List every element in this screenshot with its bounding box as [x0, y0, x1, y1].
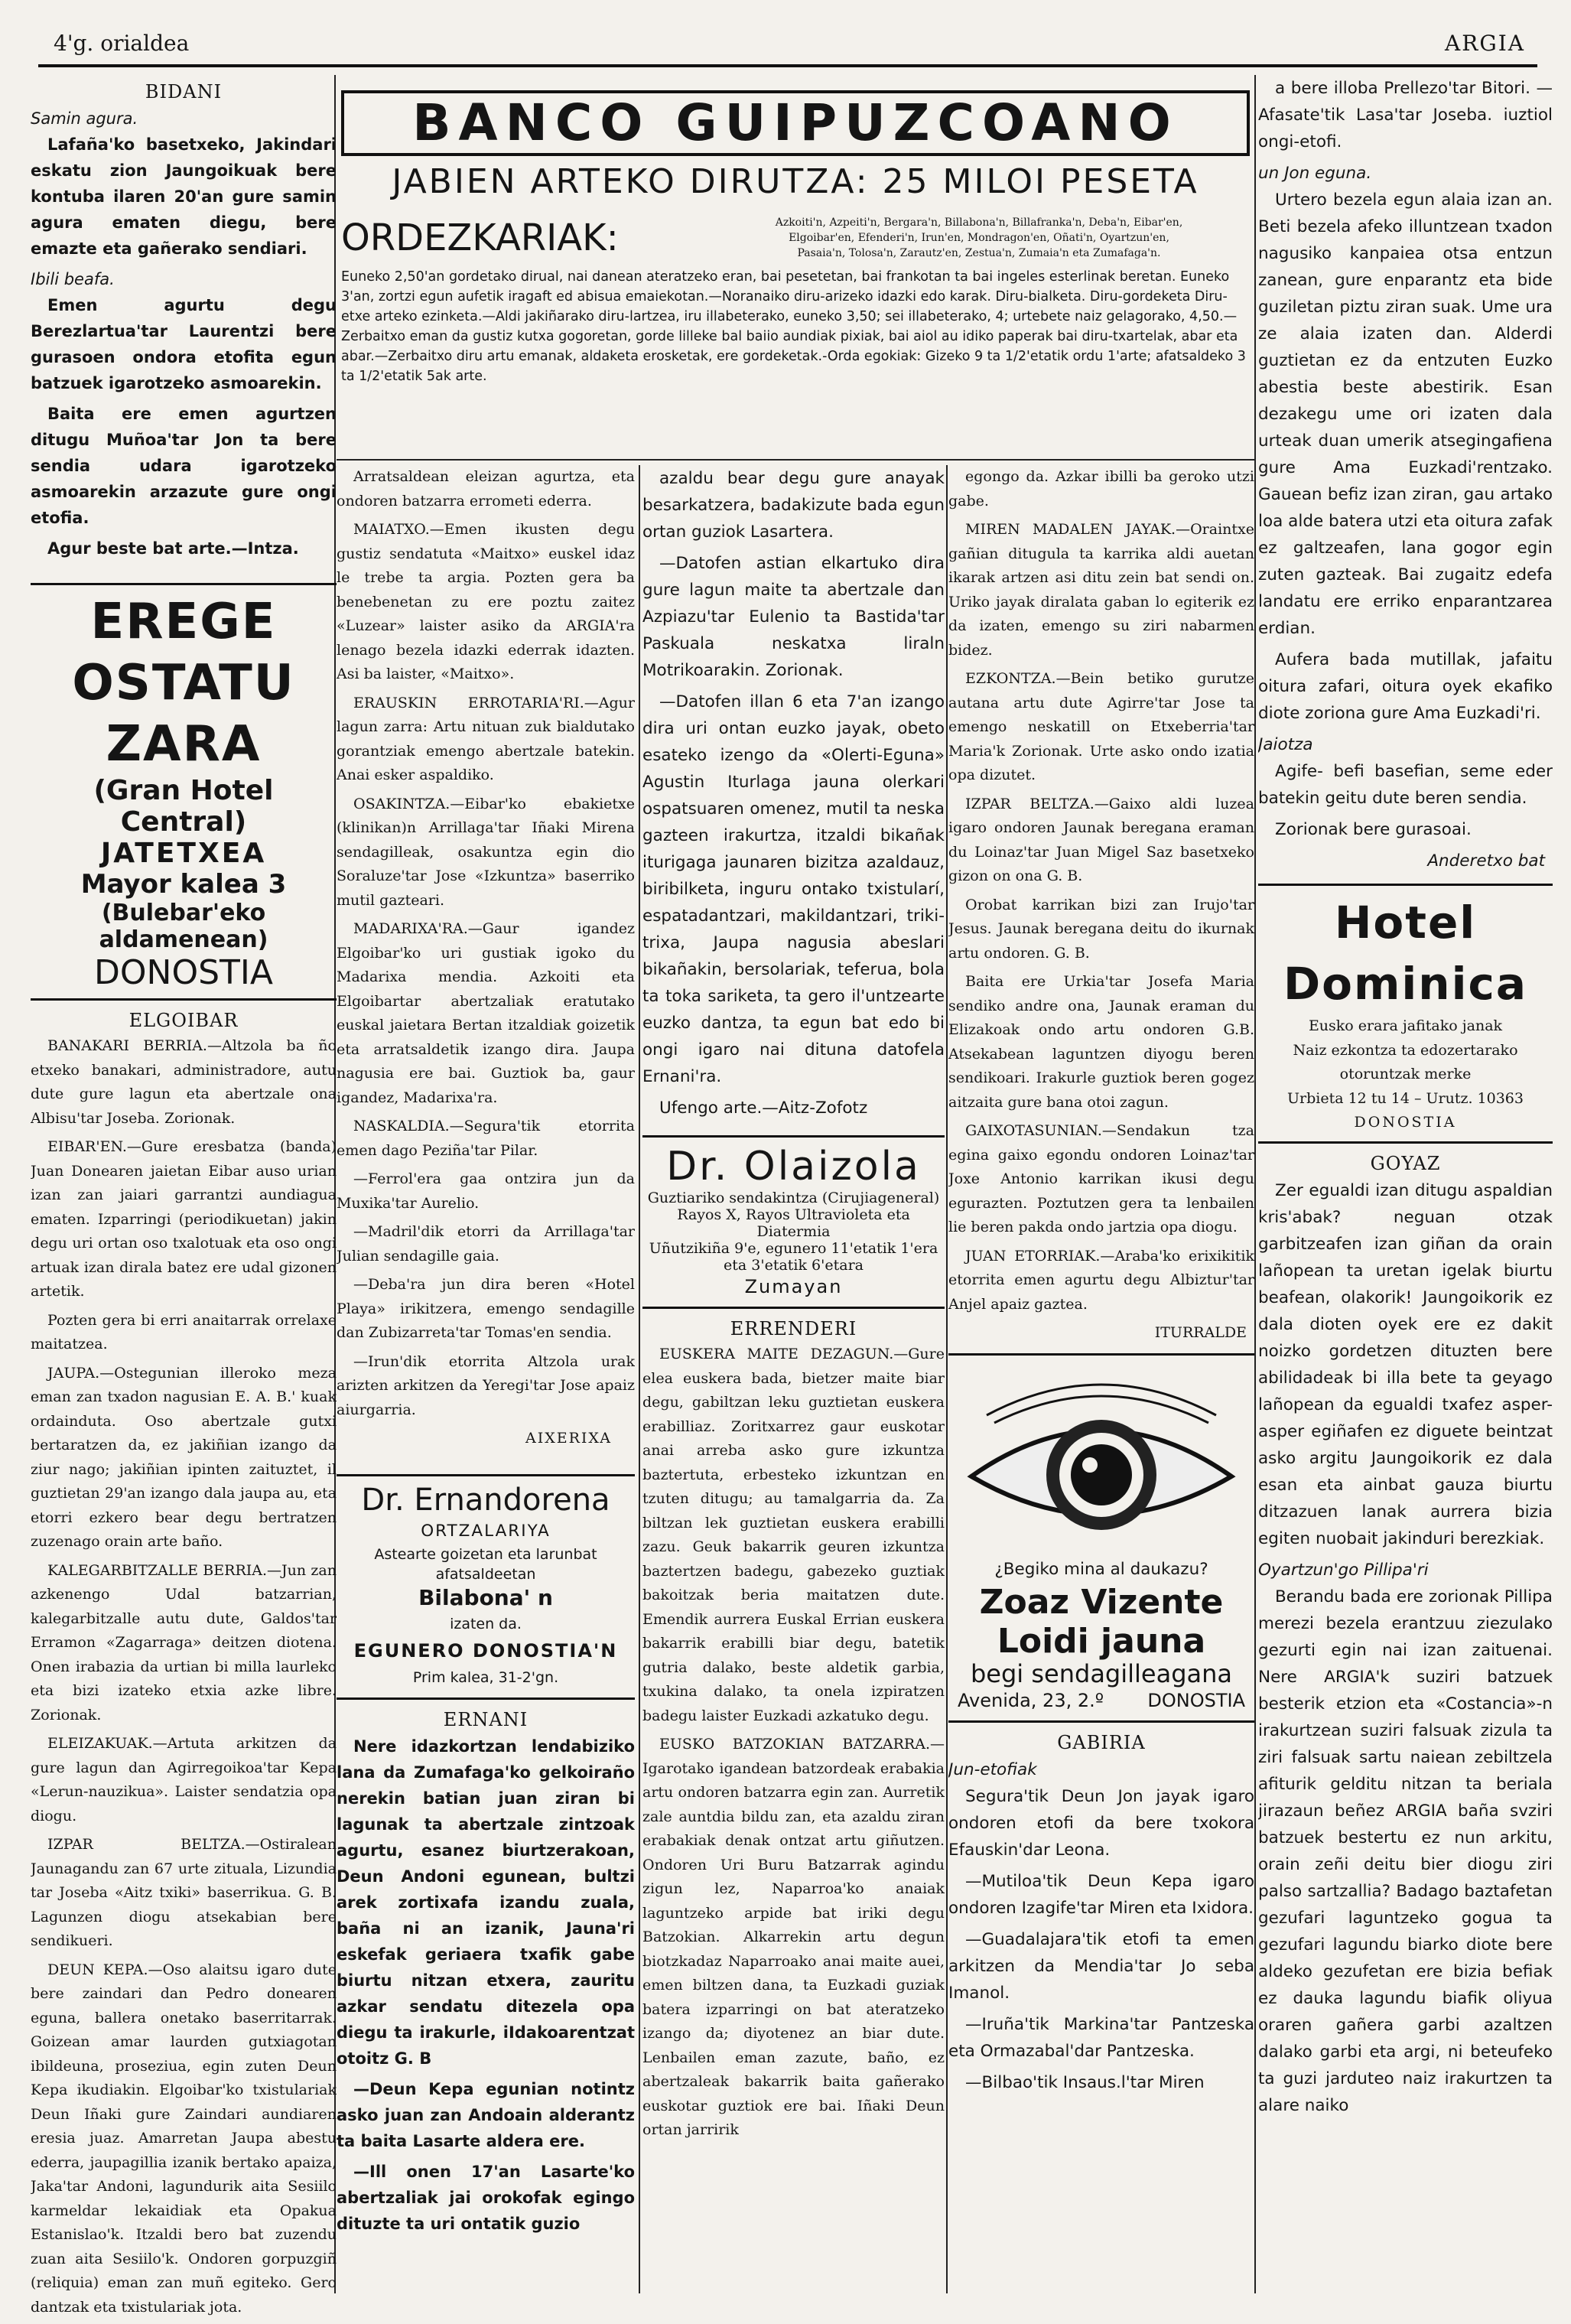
article-paragraph: BANAKARI BERRIA.—Altzola ba ño etxeko banakari, administradore, autu dute gure lagun eta abertzale ona Albisu'tar Joseba. Zorionak. — [31, 1037, 337, 1127]
article-paragraph: Urtero bezela egun alaia izan an. Beti bezela afeko illuntzean txadon nagusiko kanpaiea otsa entzun zanean, gure enparantz eta bide guziletan piztu ziran suak. Ume ura ze alaia izaten dan. Alderdi guztietan ez da entzuten Euzko abestia beste abestirik. Esan dezakegu ume ori izaten dala urteak duan umerik atsegingafiena gure Ama Euzkadi'rentzako. Gauean befiz izan ziran, gau artako loa alde batera utzi eta oitura zafak ez galtzeafen, lana gogor egin zuten gazteak. Bai zugaitz edefa landatu ere erriko enparantzarea erdian. — [1258, 190, 1553, 638]
article-paragraph: —Datofen illan 6 eta 7'an izango dira uri ontan euzko jayak, obeto esateko izengo da «Olerti-Eguna» Agustin Iturlaga jauna olerkari ospatsuaren omenez, mutil ta neska gazteen irakurtza, itzaldi bikañak iturigaga jaunaren bizitza azaldauz, biribilketa, inguru ontako txistularí, espatadantzari, makildantzari, triki-trixa, Jaupa nagusia abeslari bikañakin, bersolariak, teferua, bola ta toka sariketa, ta gero il'untzearte euzko dantza, ta egun bat edo bi ongi igaro nai dituna datofela Ernani'ra. — [642, 692, 945, 1086]
article-paragraph: GAIXOTASUNIAN.—Sendakun tza egina gaixo egondu ondoren Loinaz'tar Joxe Antonio karrikan ikusi degu egurazten. Poztutzen gera ta lenbailen lie beren pakda ondo jartzia opa diogu. — [948, 1122, 1254, 1235]
article-paragraph: —Datofen astian elkartuko dira gure lagun maite ta abertzale dan Azpiazu'tar Eulenio ta Bastida'tar Paskuala neskatxa liraln Motrikoarakin. Zorionak. — [642, 554, 945, 680]
eye-ad-city: DONOSTIA — [1147, 1689, 1245, 1711]
doctor-town: Zumayan — [744, 1276, 843, 1297]
eye-icon — [956, 1362, 1247, 1553]
bank-ad — [337, 75, 1254, 461]
article-paragraph: IZPAR BELTZA.—Ostiralean Jaunagandu zan 67 urte zituala, Lizundia tar Joseba «Aitz txiki» baserrikua. G. B. Lagunzen diogu atsekabian bere sendikueri. — [31, 1836, 337, 1949]
doctor-specialty: ORTZALARIYA — [421, 1521, 551, 1541]
article-paragraph: Lafaña'ko basetxeko, Jakindari eskatu zion Jaungoikuak bere kontuba ilaren 20'an gure samin agura ematen diegu, bere emazte eta gañerako sendiari. — [31, 135, 337, 258]
doctor-line: Guztiariko sendakintza (Cirujiageneral) — [647, 1190, 940, 1206]
eye-ad-question: ¿Begiko mina al daukazu? — [994, 1559, 1208, 1579]
column-rule — [1254, 75, 1256, 2293]
doctor-olaizola-ad — [642, 1135, 945, 1309]
article-paragraph: —Guadalajara'tik etofi ta emen arkitzen da Mendia'tar Jo seba Imanol. — [948, 1929, 1254, 2003]
article-paragraph: EUSKERA MAITE DEZAGUN.—Gure elea euskera bada, bietzer maite biar degu, gabiltzan leku guztietan euskera erabilliaz. Zoritxarrez gaur euskotar anai arreba asko gure izkuntza baztertuta, erbesteko izkuntzan en tzuten ditugu; au tamalgarria da. Za biltzan lek guztietan euskera erabilli zazu. Geuk bakarrik geuren izkuntza baztertzen badegu, gabezeko guztiak bakoitzak beria maitatzen dute. Emendik aurrera Euskal Errian euskera bakarrik erabilli biar degu, batetik gutria dalako, beste aldetik garbia, txukina dalako, ta onela izpiratzen badegu laister Euzkadi azkatuko degu. — [642, 1346, 945, 1724]
article-paragraph: Baita ere Urkia'tar Josefa Maria sendiko andre ona, Jaunak eraman du Elizakoak ondo artu ondoren G.B. Atsekabean laguntzen diyogu beren sendikoari. Irakurle guztiok beren gogez aitzaita gure bana otoi zagun. — [948, 973, 1254, 1111]
hotel-line: Eusko erara jafitako janak — [1308, 1017, 1503, 1034]
hotel-address: Urbieta 12 tu 14 – Urutz. 10363 — [1287, 1089, 1524, 1107]
eye-ad-subtitle: begi sendagilleagana — [970, 1658, 1233, 1688]
article-paragraph: Berandu bada ere zorionak Pillipa merezi bezela erantzuu ziezulako gezurti egin nai izan zaituenai. Nere ARGIA'k suziri batzuek besterik etzion eta «Costancia»-n irakurtzean suziri falsuak zizula ta ziri falsuak sartu naiean zebiltzela afiturik gelditu nitzan ta beriala jirazaun beñez ARGIA baña svziri batzuek bestertu ez nun arkitu, orain zeñi deitu bier diogu ziri palso sartzallia? Badago baztafetan gezufari laguntzeko gogua ta gezufari lagundu biarko diote bere aldeko gezufetan ere bizia befiak ez dauka lagundu biafik oliyua oraren gañera garbi azaltzen dalako garbi eta argi, ni beteufeko ta guzi jarduteo naiz irakurtzen ta alare naiko — [1258, 1587, 1553, 2115]
hotel-city: DONOSTIA — [1354, 1114, 1457, 1131]
article-paragraph: —Deun Kepa egunian notintz asko juan zan Andoain alderantz ta baita Lasarte aldera ere. — [337, 2079, 635, 2150]
article-paragraph: Zorionak bere gurasoai. — [1275, 820, 1472, 839]
newspaper-name: ARGIA — [1445, 31, 1525, 56]
hotel-address: Mayor kalea 3 — [80, 869, 287, 900]
hotel-location: (Bulebar'eko aldamenean) — [99, 900, 268, 953]
article-paragraph: Nere idazkortzan lendabiziko lana da Zumafaga'ko gelkoiraño nerekin batian juan ziran bi lagunak ta abertzale zintzoak agurtu, esanez biurtzerakoan, Deun Andoni egunean, bultzi arek zortixafa izandu zuala, baña ni an izanik, Jauna'ri eskefak geriaera txafik gabe biurtu nitzan etxera, zauritu azkar sendatu ditezela opa diegu ta irakurle, iIdakoarentzat otoitz G. B — [337, 1736, 635, 2068]
column-2 — [337, 465, 635, 2241]
bank-towns-line: Elgoibar'en, Efenderi'n, Irun'en, Mondragon'en, Oñati'n, Oyartzun'en, — [789, 232, 1169, 244]
eye-doctor-ad — [948, 1353, 1254, 1723]
article-paragraph: —Iruña'tik Markina'tar Pantzeska eta Ormazabal'dar Pantzeska. — [948, 2014, 1254, 2061]
bank-towns-line: Azkoiti'n, Azpeiti'n, Bergara'n, Billabona'n, Billafranka'n, Deba'n, Eibar'en, — [775, 216, 1183, 229]
article-paragraph: IZPAR BELTZA.—Gaixo aldi luzea igaro ondoren Jaunak beregana eraman du Loinaz'tar Juan Migel Saz basetxeko gizon on ona G. B. — [948, 795, 1254, 884]
doctor-name: Dr. Olaizola — [666, 1144, 921, 1190]
column-rule — [639, 465, 640, 2293]
hotel-city: DONOSTIA — [94, 953, 273, 992]
bank-title: BANCO GUIPUZCOANO — [341, 90, 1250, 156]
subheading: Oyartzun'go Pillipa'ri — [1258, 1560, 1429, 1580]
gabiria-article — [948, 1783, 1254, 2096]
article-paragraph: —Mutiloa'tik Deun Kepa igaro ondoren Izagife'tar Miren eta Ixidora. — [948, 1871, 1254, 1918]
article-paragraph: —Ill onen 17'an Lasarte'ko abertzaliak jai orokofak egingo dituzte ta uri ontatik guzio — [337, 2162, 635, 2233]
article-paragraph: —Madril'dik etorri da Arrillaga'tar Julian sendagille gaia. — [337, 1223, 635, 1265]
hotel-ad — [31, 583, 337, 1001]
article-paragraph: Arratsaldean eleizan agurtza, eta ondoren batzarra errometi ederra. — [337, 468, 635, 509]
doctor-city: EGUNERO DONOSTIA'N — [353, 1639, 618, 1662]
article-paragraph: MIREN MADALEN JAYAK.—Oraintxe gañian ditugula ta karrika aldi auetan ikarak artzen asi ditu zein bat sendi on. Uriko jayak diralata gaban lo egiterik ez da izaten, emengo su ziri nabarmen bidez. — [948, 521, 1254, 659]
article-paragraph: Ufengo arte.—Aitz-Zofotz — [659, 1099, 868, 1118]
article-paragraph: DEUN KEPA.—Oso alaitsu igaro dute bere zaindari dan Pedro donearen eguna, ballera onetako baserritarrak. Goizean amar laurden gutxiagotan ibildeuna, proseziua, egin zuten Deun Kepa ikudiakin. Elgoibar'ko txistulariak Deun Iñaki gure Zaindari aundiaren eresia juaz. Amarretan Jaupa abestu ederra, jaupagillia izanik bertako apaiza, Jaka'tar Andoni, lagundurik aita Sesiilo karmeldar lekaidiak eta Opakua Estanislao'k. Itzaldi bero bat zuzendu zuan aita Sesiilo'k. Ondoren gorpuzgiñ (reliquia) eman zan muñ egiteko. Gero dantzak eta txistulariak jota. — [31, 1961, 337, 2316]
article-paragraph: EZKONTZA.—Bein betiko gurutze autana artu dute Agirre'tar Jose ta emengo neskatill on Etxeberria'tar Maria'k Zorionak. Urte asko ondo izatia opa dizutet. — [948, 670, 1254, 783]
subheading: Samin agura. — [31, 109, 138, 128]
article-paragraph: EUSKO BATZOKIAN BATZARRA.—Igarotako igandean batzordeak erabakia artu ondoren batzarra egin zan. Aurretik zale auntdia bildu zan, eta azaldu ziran erabakiak denak ontzat artu giñutzen. Ondoren Uri Buru Batzarrak agindu zigun lez, Naparroa'ko anaiak laguntzeko arpide bat iriki degu Batzokian. Alkarrekin artu degun biotzkadaz Naparroako anai maite auei, emen biltzen dana, ta Euzkadi guziak batera izparringi on bat ateratzeko izango da; diyotenez an biar dute. Lenbailen eman zazute, baño, ez abertzaleak bakarrik baita gañerako euskotar guztiok ere bai. Iñaki Deun ortan jarririk — [642, 1736, 945, 2138]
bank-body-text: Euneko 2,50'an gordetako dirual, nai danean ateratzeko eran, bai pesetetan, bai frankotan ta bai ingeles esterlinak beretan. Euneko 3'an, zortzi egun aufetik iragaft ed abisua emaiekotan.—Noranaiko diru-arizeko idazki edo karak. Diru-bialketa. Diru-gordeketa Diru-etxe arteko ezinketa.—Aldi jakiñarako diru-lartzea, iru illabeterako, euneko 3,50; sei illabeterako, 4; urtebete naiz gelagorako, 4,50.—Zerbaitxo eman da gustiz kutxa gogoretan, gorde lilleke bal baiio aundiak pixiak, bai aiol au idiko paperak bai diru-txartelak, abar eta abar.—Zerbaitxo diru artu emanak, aldaketa erosketak, ere gordeketak.-Orda egokiak: Gizeko 9 ta 1/2'etatik ordu 1'arte; afatsaldeko 3 ta 1/2'etatik 5ak arte. — [341, 269, 1246, 384]
article-paragraph: Pozten gera bi erri anaitarrak orrelaxe maitatzea. — [31, 1311, 337, 1352]
article-paragraph: Emen agurtu degu Berezlartua'tar Laurentzi bere gurasoen ondora etofita egun batzuek igarotzeko asmoarekin. — [31, 296, 337, 392]
article-paragraph: Agife- befi basefian, seme eder batekin geitu dute beren sendia. — [1258, 762, 1553, 808]
bank-capital: JABIEN ARTEKO DIRUTZA: 25 MILOI PESETA — [392, 162, 1199, 201]
hotel-line: JATETXEA — [100, 838, 267, 869]
section-title-elgoibar: ELGOIBAR — [128, 1010, 239, 1031]
elgoibar-article — [31, 1034, 337, 2319]
article-paragraph: —Irun'dik etorrita Altzola urak arizten arkitzen da Yeregi'tar Jose apaiz aiurgarria. — [337, 1352, 635, 1418]
article-paragraph: egongo da. Azkar ibilli ba geroko utzi gabe. — [948, 468, 1254, 509]
article-paragraph: a bere illoba Prellezo'tar Bitori. —Afasate'tik Lasa'tar Joseba. iuztiol ongi-etofi. — [1258, 79, 1553, 151]
section-title-gabiria: GABIRIA — [1057, 1731, 1146, 1753]
article-paragraph: EIBAR'EN.—Gure eresbatza (banda) Juan Donearen jaietan Eibar auso urian izan zan jaiari garrantzi aundiagua ematen. Izparringi (periodikuetan) jakin degu uri ortan oso txalotuak eta oso ongi artuak izan dirala batez ere udal gizonen artetik. — [31, 1138, 337, 1300]
section-title-goyaz: GOYAZ — [1370, 1152, 1441, 1174]
header-rule — [38, 64, 1537, 67]
article-paragraph: —Bilbao'tik Insaus.l'tar Miren — [965, 2072, 1205, 2092]
column-4 — [948, 465, 1254, 2101]
doctor-name: Dr. Ernandorena — [361, 1482, 610, 1518]
article-paragraph: JAUPA.—Ostegunian illeroko meza eman zan txadon nagusian E. A. B.' kuak ordainduta. Oso abertzale gutxi bertaratzen da, ez jakiñian izango da ziur nago; jakiñian ipinten zaituztet, il guztietan 29'an izango dala jaupa au, eta etorri ezkero bear degu bertratzen zuzenago orain arte baño. — [31, 1364, 337, 1550]
hotel-name: Hotel Dominica — [1283, 897, 1527, 1010]
eye-ad-title: Zoaz Vizente Loidi jauna — [979, 1582, 1224, 1661]
subheading: Jun-etofiak — [948, 1759, 1037, 1779]
doctor-address: Prim kalea, 31-2'gn. — [412, 1668, 559, 1686]
page-number: 4'g. orialdea — [54, 31, 190, 56]
article-signature: AIXERIXA — [525, 1430, 612, 1447]
subheading: Jaiotza — [1258, 735, 1313, 754]
column-3 — [642, 465, 945, 2147]
article-paragraph: MAIATXO.—Emen ikusten degu gustiz sendatuta «Maitxo» euskel idaz le trebe ta argia. Pozten gera ba benebenetan zu ere poztu zaitez «Luzear» laister asiko da ARGIA'ra lenago bezela idazki ederrak idazten. Asi ba laister, «Maitxo». — [337, 521, 635, 682]
doctor-town: Bilabona' n — [418, 1584, 553, 1610]
article-signature: Anderetxo bat — [1427, 851, 1545, 871]
col3-article — [642, 465, 945, 1121]
article-signature: ITURRALDE — [1154, 1324, 1247, 1341]
article-paragraph: azaldu bear degu gure anayak besarkatzera, badakizute bada egun ortan guziok Lasartera. — [642, 469, 945, 542]
article-paragraph: —Deba'ra jun dira beren «Hotel Playa» irikitzera, emengo sendagille dan Zubizarreta'tar Tomas'en sendia. — [337, 1276, 635, 1341]
article-paragraph: NASKALDIA.—Segura'tik etorrita emen dago Peziña'tar Pilar. — [337, 1118, 635, 1159]
article-paragraph: Baita ere emen agurtzen ditugu Muñoa'tar Jon ta bere sendia udara igarotzeko asmoarekin arzazute gure ongi etofia. — [31, 405, 337, 527]
article-paragraph: Aufera bada mutillak, jafaitu oitura zafari, oitura oyek ekafiko diote zoriona gure Ama Euzkadi'ri. — [1258, 650, 1553, 723]
hotel-subtitle: (Gran Hotel Central) — [93, 775, 274, 838]
article-paragraph: ERAUSKIN ERROTARIA'RI.—Agur lagun zarra: Artu nituan zuk bialdutako gorantziak emengo abertzale batekin. Anai esker aspaldiko. — [337, 694, 635, 783]
hotel-line: Naiz ezkontza ta edozertarako otoruntzak merke — [1293, 1041, 1518, 1082]
article-paragraph: ELEIZAKUAK.—Artuta arkitzen da gure lagun dan Agirregoikoa'tar Kepa «Lerun-nauzikua». Laister sendatzia opa diogu. — [31, 1735, 337, 1824]
section-title-errenderi: ERRENDERI — [730, 1318, 857, 1339]
article-paragraph: Orobat karrikan bizi zan Irujo'tar Jesus. Jaunak beregana deitu do ikurnak artu ondoren. G. B. — [948, 896, 1254, 962]
subheading: un Jon eguna. — [1258, 164, 1372, 183]
doctor-schedule-end: izaten da. — [450, 1615, 522, 1632]
article-paragraph: MADARIXA'RA.—Gaur igandez Elgoibar'ko uri gustiak igoko du Madarixa mendia. Azkoiti eta Elgoibartar abertzaliak eratutako euskal jaietara Bertan itzaldiak goizetik eta arratsaldetik izango dira. Jaupa nagusia ere bai. Guztiok ba, gaur igandez, Madarixa'ra. — [337, 920, 635, 1106]
doctor-hours: Uñutzikiña 9'e, egunero 11'etatik 1'era eta 3'etatik 6'etara — [649, 1240, 938, 1274]
article-paragraph: OSAKINTZA.—Eibar'ko ebakietxe (klinikan)n Arrillaga'tar Iñaki Mirena sendagilleak, osakuntza egin dio Soraluze'tar Jose «Izkuntza» baserriko mutil gazteari. — [337, 795, 635, 909]
col4-article — [948, 465, 1254, 1317]
hotel-dominica-ad — [1258, 884, 1553, 1144]
article-paragraph: JUAN ETORRIAK.—Araba'ko erixikitik etorrita emen agurtu degu Albiztur'tar Anjel apaiz gaztea. — [948, 1247, 1254, 1313]
hotel-name: EREGE OSTATU ZARA — [72, 594, 295, 773]
article-signature: Agur beste bat arte.—Intza. — [47, 539, 299, 558]
bank-towns-line: Pasaia'n, Tolosa'n, Zarautz'en, Zestua'n, Zumaia'n eta Zumafaga'n. — [797, 247, 1161, 259]
eye-ad-address: Avenida, 23, 2.º — [958, 1689, 1104, 1711]
column-rule — [946, 465, 948, 2293]
bank-branches-label: ORDEZKARIAK: — [341, 216, 619, 259]
column-5 — [1258, 75, 1553, 2124]
article-paragraph: KALEGARBITZALLE BERRIA.—Jun zan azkenengo Udal batzarrian, kalegarbitzalle autu dute, Galdos'tar Erramon «Zagarraga» deitzen diotena. Onen irabazia da urtian bi milla laurleko eta bizi izateko etxia azke libre. Zorionak. — [31, 1561, 337, 1723]
article-paragraph: Zer egualdi izan ditugu aspaldian kris'abak? neguan otzak garbitzeafen izan giñan da orain lañopean ta uretan igelak biurtu beafean, olakorik! Jaungoikorik ez dala dioten oyek ere ez dakit noizko gordetzen dituzten bere abilidadeak bi illa bete ta geyago lañopean da egualdi txafez asper-asper egiñafen ez diguete beintzat asko argitu Jaungoikorik ez dala esan eta ainbat gauza biurtu ditzazuen lanak aurrera bizia egiten nuobait jakinduri berezkiak. — [1258, 1180, 1553, 1548]
doctor-line: Rayos X, Rayos Ultravioleta eta Diatermia — [677, 1206, 910, 1240]
column-1 — [31, 75, 337, 2324]
section-title-bidani: BIDANI — [145, 81, 223, 103]
doctor-schedule: Astearte goizetan eta larunbat afatsaldeetan — [374, 1545, 597, 1583]
article-paragraph: —Ferrol'era gaa ontzira jun da Muxika'tar Aurelio. — [337, 1170, 635, 1212]
article-paragraph: Segura'tik Deun Jon jayak igaro ondoren etofi da bere txokora Efauskin'dar Leona. — [948, 1786, 1254, 1860]
doctor-ad — [337, 1474, 635, 1700]
section-title-ernani: ERNANI — [443, 1708, 529, 1730]
subheading: Ibili beafa. — [31, 270, 115, 288]
col2-article — [337, 465, 635, 1422]
